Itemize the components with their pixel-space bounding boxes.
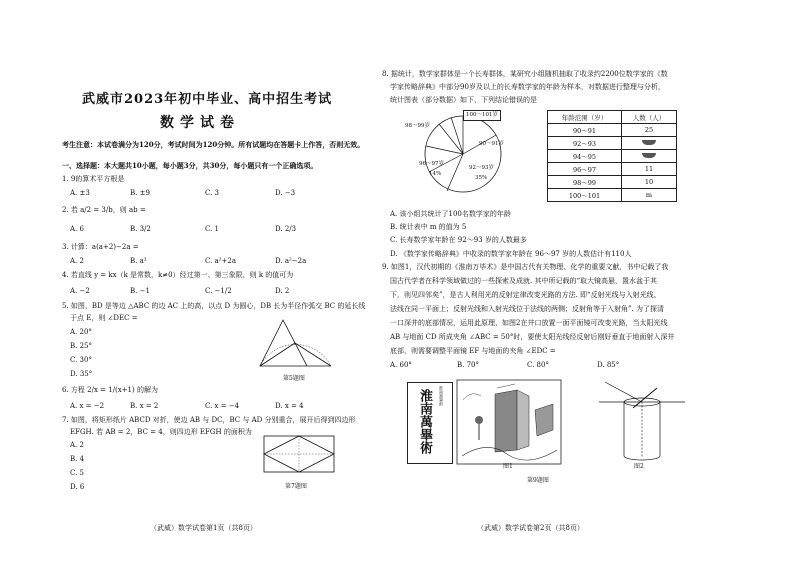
q7-figure — [262, 434, 338, 478]
table-cell-range: 98～99 — [548, 176, 622, 189]
q1-option-c: C. 3 — [205, 189, 220, 197]
q8-option-c: C. 长寿数学家年龄在 92～93 岁的人数最多 — [390, 236, 527, 244]
q8-stem-line2: 学家传略辞典》中部分90岁及以上的长寿数学家的年龄为样本，对数据进行整理与分析， — [390, 83, 665, 91]
q9-option-a: A. 60° — [390, 361, 412, 369]
q3-option-b: B. a² — [130, 257, 147, 265]
q7-figure-caption: 第7题图 — [285, 483, 307, 490]
q2-option-a: A. 6 — [70, 225, 84, 233]
q9-line4: 法线在同一平面上；反射光线和入射光线位于法线的两侧；反射角等于入射角”. 为了探清 — [390, 305, 665, 313]
pie-label-96-97: 96～97岁 — [419, 161, 444, 167]
q1-option-b: B. ±9 — [130, 189, 150, 197]
q8-stem-line3: 统计图表（部分数据）如下，下列结论错误的是 — [390, 96, 537, 104]
q9-line3: 下，则见四邻矣”，是古人利用光的反射定律改变光路的方法. 即“反射光线与入射光线、 — [390, 291, 661, 299]
q8-option-d: D. 《数学家传略辞典》中收录的数学家年龄在 96～97 岁的人数估计有110人 — [390, 250, 632, 258]
q2-option-b: B. 3/2 — [130, 225, 151, 233]
page-1-footer: （武威）数学试卷第1页（共8页） — [150, 524, 257, 532]
table-cell-range: 92～93 — [548, 137, 622, 150]
exam-notice: 考生注意：本试卷满分为120分，考试时间为120分钟。所有试题均在答题卡上作答，否则无效。 — [62, 140, 365, 149]
q5-option-d: D. 35° — [70, 370, 93, 378]
book-cover-image — [407, 382, 453, 464]
table-cell-count: 25 — [622, 124, 677, 137]
pie-label-100-101: 100～101岁 — [463, 110, 501, 121]
q2-option-d: D. 2/3 — [275, 225, 297, 233]
table-cell-count: 11 — [622, 163, 677, 176]
q6-option-d: D. x = 4 — [275, 402, 304, 410]
table-cell-range: 90～91 — [548, 124, 622, 137]
q4-stem: 4. 若直线 y = kx（k 是常数，k≠0）经过第一、第三象限，则 k 的值可为 — [62, 271, 294, 279]
q4-option-d: D. 2 — [275, 287, 290, 295]
q9-option-d: D. 85° — [597, 361, 620, 369]
table-cell-smudge — [622, 137, 677, 150]
q7-option-d: D. 6 — [70, 483, 85, 491]
q3-option-c: C. a²+2a — [205, 257, 237, 265]
q3-stem: 3. 计算：a(a+2)−2a = — [62, 243, 139, 251]
q9-line7: 底部，则需要调整平面镜 EF 与地面的夹角 ∠EDC = — [390, 347, 556, 355]
ancient-illustration — [457, 380, 562, 466]
table-cell-range: 100～101 — [548, 189, 622, 202]
pie-label-90-91: 90～91岁 — [479, 141, 504, 147]
fig2-caption: 图2 — [634, 463, 644, 470]
q6-option-a: A. x = −2 — [70, 402, 105, 410]
q4-option-c: C. −1/2 — [205, 287, 232, 295]
table-row — [548, 163, 677, 176]
q8-stem-line1: 8. 据统计，数学家群体是一个长寿群体，某研究小组随机抽取了收录约2200位数学家的《数 — [382, 70, 668, 78]
q7-option-a: A. 2 — [70, 441, 84, 449]
q8-age-table — [547, 110, 677, 202]
q1-option-d: D. −3 — [275, 189, 296, 197]
exam-page-2 — [382, 0, 794, 562]
fig1-caption: 图1 — [503, 463, 513, 470]
q1-stem: 1. 9的算术平方根是 — [62, 175, 125, 183]
q7-option-c: C. 5 — [70, 469, 85, 477]
q5-figure — [255, 318, 335, 370]
pie-label-98-99: 98～99岁 — [405, 123, 430, 129]
table-cell-smudge — [622, 150, 677, 163]
q7-stem-line1: 7. 如图，将矩形纸片 ABCD 对折，使边 AB 与 DC，BC 与 AD 分别重合，展开后得到四边形 — [62, 416, 356, 424]
q6-option-b: B. x = 2 — [130, 402, 159, 410]
table-row — [548, 137, 677, 150]
q9-line1: 9. 如图1，汉代初期的《淮南万毕术》是中国古代有关物理、化学的重要文献，书中记载了我 — [382, 263, 669, 271]
table-row — [548, 124, 677, 137]
q8-option-b: B. 统计表中 m 的值为 5 — [390, 223, 467, 231]
q1-option-a: A. ±3 — [70, 189, 90, 197]
q3-option-a: A. 2 — [70, 257, 84, 265]
pie-label-92-93: 92～93岁 — [469, 165, 494, 171]
table-cell-count: 10 — [622, 176, 677, 189]
table-header-age: 年龄范围（岁） — [548, 111, 622, 124]
q5-option-c: C. 30° — [70, 356, 92, 364]
q7-stem-line2: EFGH. 若 AB = 2，BC = 4，则四边形 EFGH 的面积为 — [70, 428, 252, 436]
q8-option-a: A. 该小组共统计了100名数学家的年龄 — [390, 210, 511, 218]
book-cover-small-text: 淮南萬畢術 — [439, 386, 444, 406]
table-cell-count: m — [622, 189, 677, 202]
pie-label-14pct: 14% — [429, 171, 442, 177]
q4-option-b: B. −1 — [130, 287, 150, 295]
table-row — [548, 189, 677, 202]
q5-stem-line1: 5. 如图，BD 是等边 △ABC 的边 AC 上的高，以点 D 为圆心，DB 长为半径作弧交 BC 的延长线 — [62, 302, 366, 310]
q6-option-c: C. x = −4 — [205, 402, 240, 410]
book-cover-title: 淮南萬畢術 — [417, 389, 432, 454]
q5-option-a: A. 20° — [70, 328, 92, 336]
q6-stem: 6. 方程 2/x = 1/(x+1) 的解为 — [62, 386, 158, 394]
q9-option-c: C. 80° — [527, 361, 549, 369]
q9-well-figure — [597, 380, 687, 468]
q2-stem: 2. 若 a/2 = 3/b，则 ab = — [62, 206, 146, 214]
exam-title: 武威市2023年初中毕业、高中招生考试 — [82, 92, 333, 107]
q9-line2: 国古代学者在科学领域做过的一些探索及成就. 其中所记载的“取大镜高悬，置水盆于其 — [390, 277, 658, 285]
q2-option-c: C. 1 — [205, 225, 220, 233]
page-2-footer: （武威）数学试卷第2页（共8页） — [477, 524, 584, 532]
q9-option-b: B. 70° — [457, 361, 480, 369]
q3-option-d: D. a²−2a — [275, 257, 307, 265]
q4-option-a: A. −2 — [70, 287, 90, 295]
q9-line5: 一口深井的底部情况，运用此原理，如图2在井口放置一面平面镜可改变光路，当太阳光线 — [390, 319, 668, 327]
pie-label-35pct: 35% — [475, 175, 488, 181]
table-cell-range: 94～95 — [548, 150, 622, 163]
q9-line6: AB 与地面 CD 所成夹角 ∠ABC = 50°时，要使太阳光线经反射后刚好垂直于地面射入深井 — [390, 333, 675, 341]
q5-option-b: B. 25° — [70, 342, 93, 350]
q5-figure-caption: 第5题图 — [283, 375, 305, 382]
table-header-count: 人数（人） — [622, 111, 677, 124]
table-cell-range: 96～97 — [548, 163, 622, 176]
exam-subtitle: 数学试卷 — [160, 115, 240, 131]
section-1-heading: 一、选择题：本大题共10小题，每小题3分，共30分，每小题只有一个正确选项。 — [62, 161, 318, 170]
table-row — [548, 176, 677, 189]
q5-stem-line2: 于点 E，则 ∠DEC = — [70, 314, 138, 322]
q7-option-b: B. 4 — [70, 455, 85, 463]
table-row — [548, 150, 677, 163]
q9-figure-caption: 第9题图 — [527, 477, 549, 484]
